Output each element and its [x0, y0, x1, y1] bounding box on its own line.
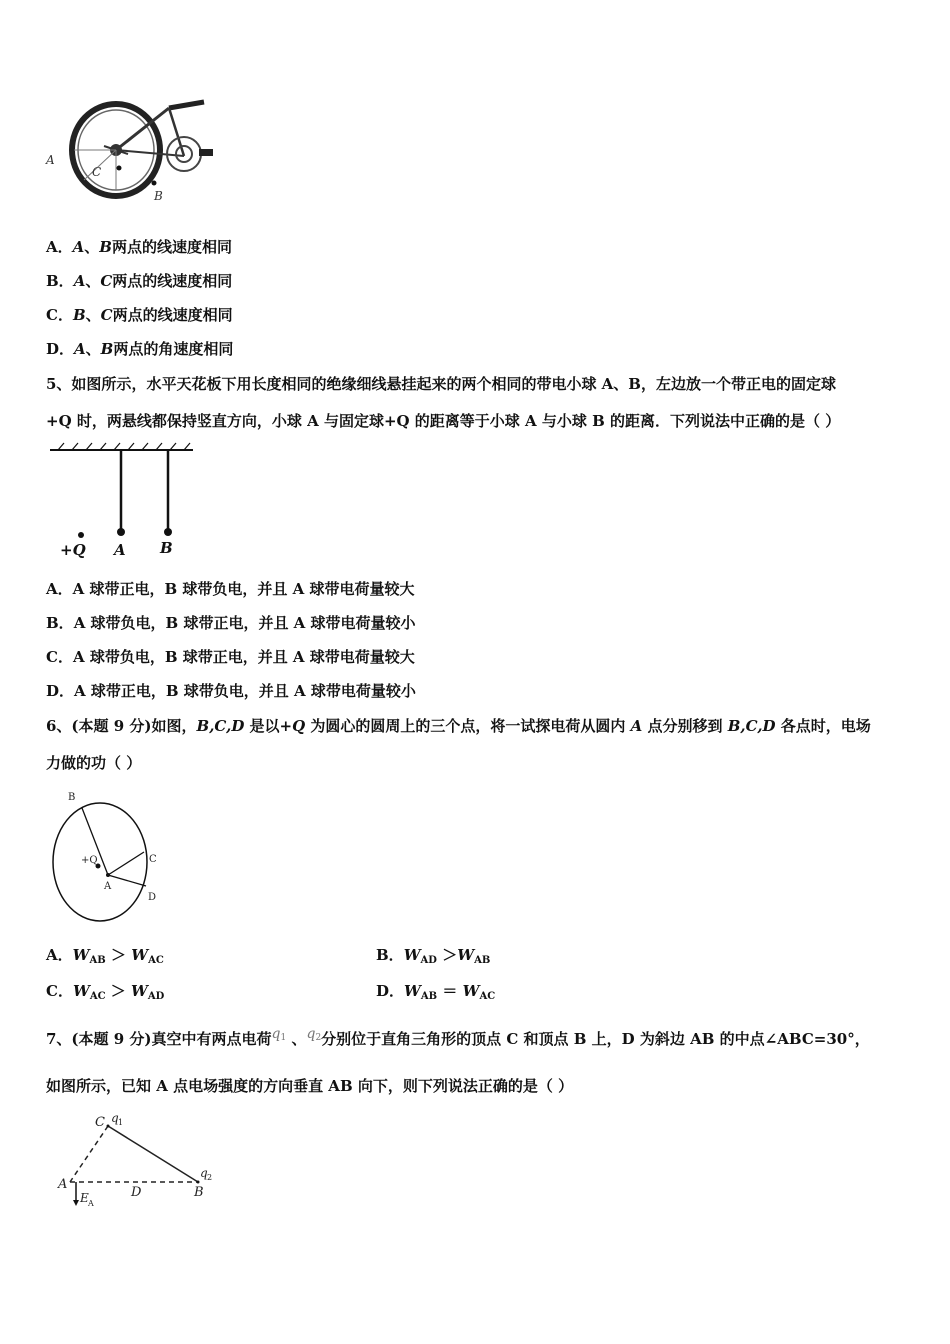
- bicycle-figure: [44, 98, 224, 208]
- q5-option-a[interactable]: A．A 球带正电，B 球带负电，并且 A 球带电荷量较大: [46, 580, 415, 598]
- q5-option-c[interactable]: C．A 球带负电，B 球带正电，并且 A 球带电荷量较大: [46, 648, 415, 666]
- q6-option-b[interactable]: B．$W_{AD} >W_{AB}$: [376, 946, 491, 966]
- q5-option-b[interactable]: B．A 球带负电，B 球带正电，并且 A 球带电荷量较小: [46, 614, 416, 632]
- q5-stem-line1: 5、如图所示，水平天花板下用长度相同的绝缘细线悬挂起来的两个相同的带电小球 A、B，左边放一个带正电的固定球: [46, 375, 836, 393]
- fig-label-a: A: [104, 881, 112, 892]
- fig-label-a: A: [58, 1177, 68, 1192]
- fig-label-e: E: [80, 1191, 89, 1205]
- q4-option-d[interactable]: D．A、B两点的角速度相同: [46, 340, 234, 358]
- fig-label-a: A: [46, 153, 55, 167]
- q6-option-a[interactable]: A．$W_{AB} > W_{AC}$: [46, 946, 164, 966]
- q6-option-c[interactable]: C．$W_{AC} > W_{AD}$: [46, 982, 165, 1002]
- fig-label-q1: q: [111, 1111, 119, 1125]
- fig-label-b: B: [160, 539, 173, 557]
- fig-label-d: D: [148, 892, 157, 903]
- fig-label-b: B: [194, 1185, 204, 1200]
- fig-label-q1-sub: 1: [118, 1118, 124, 1127]
- circle-figure: [48, 786, 168, 926]
- triangle-figure: [48, 1104, 228, 1214]
- fig-label-b: B: [68, 792, 76, 803]
- fig-label-e-sub: A: [88, 1199, 94, 1208]
- q5-option-d[interactable]: D．A 球带正电，B 球带负电，并且 A 球带电荷量较小: [46, 682, 416, 700]
- q7-stem-line2: 如图所示，已知 A 点电场强度的方向垂直 AB 向下，则下列说法正确的是（ ）: [46, 1077, 574, 1095]
- fig-label-a: A: [114, 541, 126, 559]
- q6-option-d[interactable]: D．$W_{AB} = W_{AC}$: [376, 982, 496, 1002]
- fig-label-b: B: [154, 189, 163, 203]
- fig-label-q2-sub: 2: [207, 1173, 213, 1182]
- hanging-balls-figure: [48, 440, 198, 562]
- fig-label-q2: q: [200, 1166, 208, 1180]
- fig-label-c: C: [149, 854, 157, 865]
- fig-label-q: +Q: [60, 541, 86, 559]
- q4-option-b[interactable]: B．A、C两点的线速度相同: [46, 272, 233, 290]
- q7-stem-line1: 7、(本题 9 分)真空中有两点电荷$q^1$ 、$q^2$分别位于直角三角形的顶点 C 和顶点 B 上，D 为斜边 AB 的中点∠ABC=30°，: [46, 1026, 870, 1048]
- fig-label-c: C: [92, 165, 102, 179]
- q4-option-a[interactable]: A．A、B两点的线速度相同: [46, 238, 232, 256]
- q4-option-c[interactable]: C．B、C两点的线速度相同: [46, 306, 233, 324]
- fig-label-q: +Q: [81, 855, 98, 866]
- q6-stem-line2: 力做的功（ ）: [46, 754, 142, 772]
- q5-stem-line2: +Q 时，两悬线都保持竖直方向，小球 A 与固定球+Q 的距离等于小球 A 与小球 B 的距离．下列说法中正确的是（ ）: [46, 412, 841, 430]
- fig-label-d: D: [131, 1185, 142, 1200]
- q6-stem-line1: 6、(本题 9 分)如图，B,C,D 是以+Q 为圆心的圆周上的三个点，将一试探电荷从圆内 A 点分别移到 B,C,D 各点时，电场: [46, 717, 871, 735]
- fig-label-c: C: [95, 1115, 105, 1130]
